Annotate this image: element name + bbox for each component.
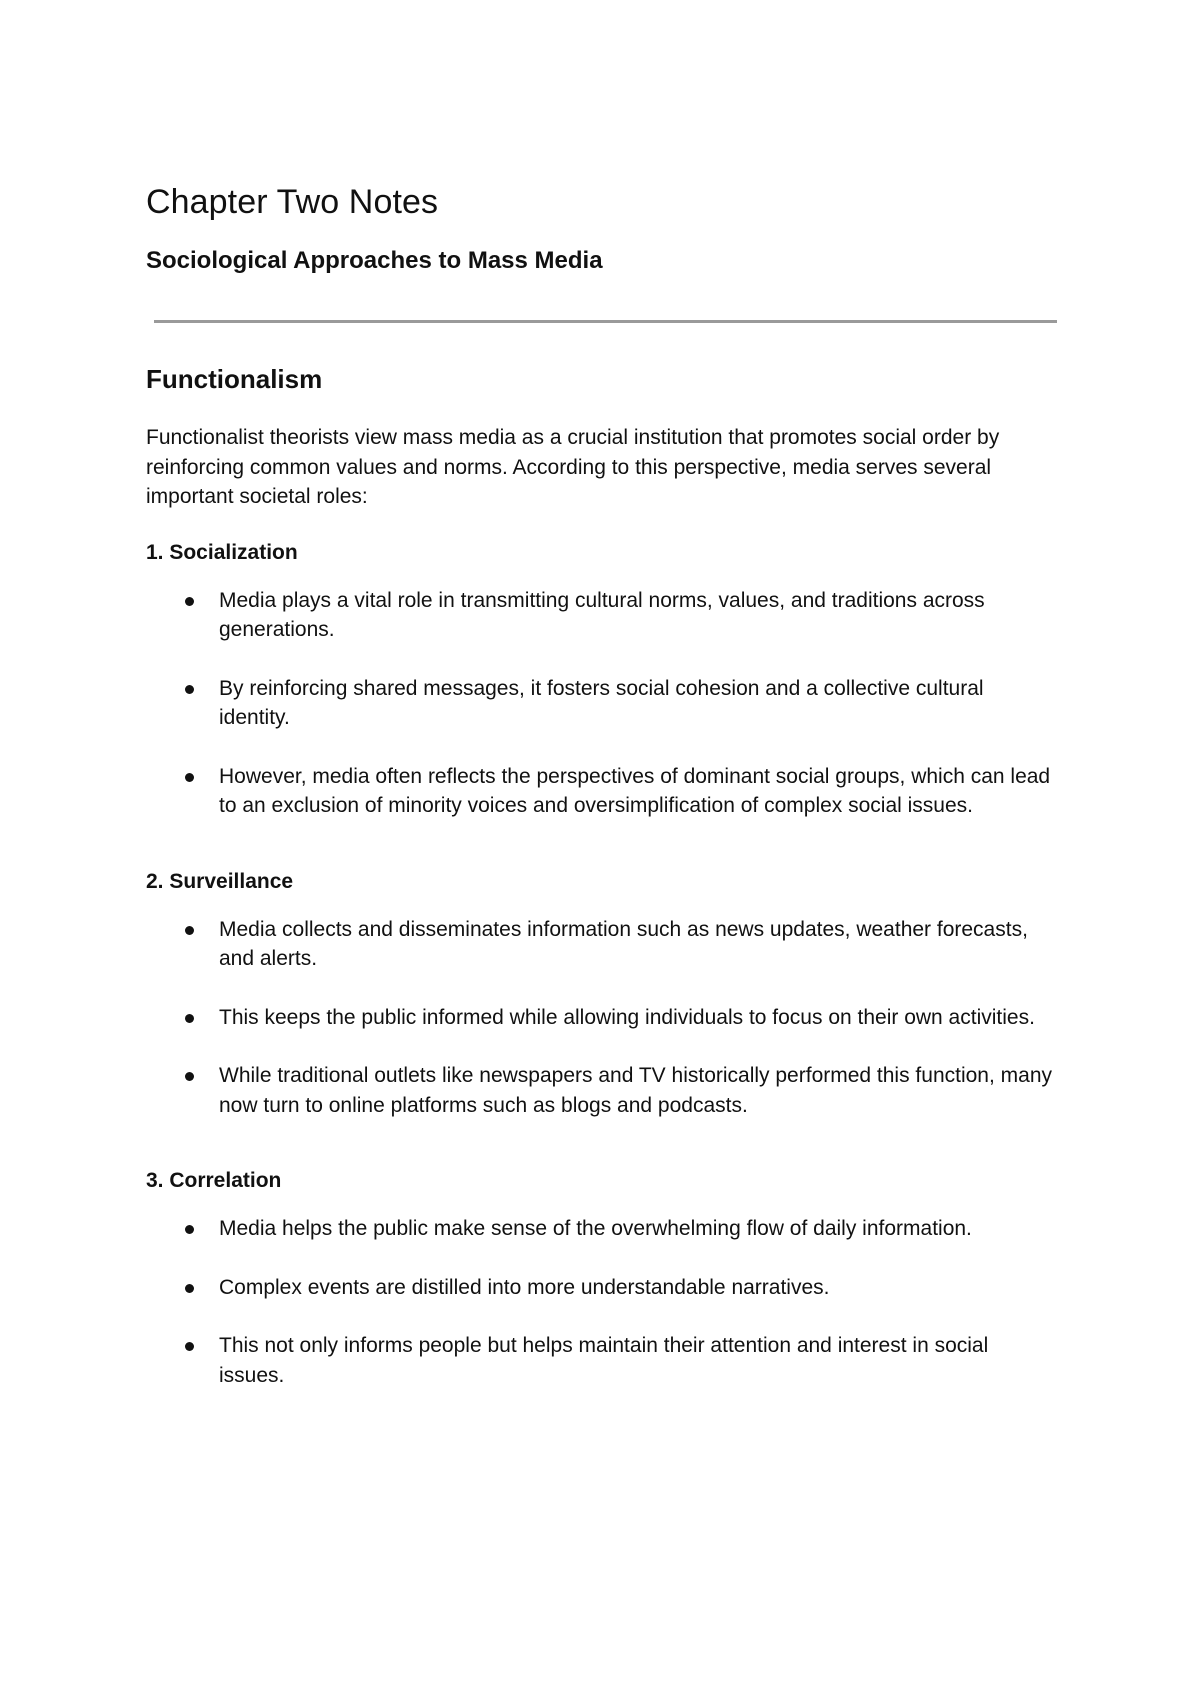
list-item-text: This not only informs people but helps maintain their attention and interest in social issues. xyxy=(219,1334,989,1387)
bullet-list-surveillance xyxy=(146,915,1056,1121)
document-content xyxy=(146,178,1056,1390)
section-heading-functionalism: Functionalism xyxy=(146,364,323,394)
bullet-list-correlation xyxy=(146,1214,1056,1390)
list-item-text: Media plays a vital role in transmitting cultural norms, values, and traditions across generations. xyxy=(219,588,985,641)
bullet-icon xyxy=(185,597,194,606)
subsection-heading-socialization: 1. Socialization xyxy=(146,540,298,564)
list-item xyxy=(146,1061,1057,1120)
bullet-icon xyxy=(185,926,194,935)
list-item-text: Media helps the public make sense of the overwhelming flow of daily information. xyxy=(219,1217,972,1240)
list-item-text: Media collects and disseminates information such as news updates, weather forecasts, and alerts. xyxy=(219,917,1028,970)
list-item-text: Complex events are distilled into more understandable narratives. xyxy=(219,1275,830,1299)
document-subtitle: Sociological Approaches to Mass Media xyxy=(146,247,603,274)
list-item xyxy=(146,674,1057,733)
list-item xyxy=(146,1214,1057,1244)
list-item xyxy=(146,762,1057,821)
list-item xyxy=(146,586,1057,645)
list-item xyxy=(146,915,1057,974)
bullet-icon xyxy=(185,1342,194,1351)
section-intro-paragraph: Functionalist theorists view mass media as a crucial institution that promotes social order by reinforcing common values and norms. According to this perspective, media serves several important societal roles: xyxy=(146,426,1000,508)
list-item xyxy=(146,1331,1057,1390)
bullet-icon xyxy=(185,1284,194,1293)
list-item-text: While traditional outlets like newspapers and TV historically performed this function, many now turn to online platforms such as blogs and podcasts. xyxy=(219,1064,1053,1117)
list-item xyxy=(146,1003,1057,1033)
bullet-icon xyxy=(185,1225,194,1234)
bullet-icon xyxy=(185,1072,194,1081)
bullet-list-socialization xyxy=(146,586,1056,821)
bullet-icon xyxy=(185,773,194,782)
list-item-text: By reinforcing shared messages, it fosters social cohesion and a collective cultural identity. xyxy=(219,676,984,729)
list-item xyxy=(146,1273,1057,1303)
list-item-text: This keeps the public informed while allowing individuals to focus on their own activities. xyxy=(219,1005,1035,1029)
document-title: Chapter Two Notes xyxy=(146,183,439,221)
bullet-icon xyxy=(185,685,194,694)
subsection-heading-correlation: 3. Correlation xyxy=(146,1169,282,1192)
bullet-icon xyxy=(185,1014,194,1023)
horizontal-divider xyxy=(154,320,1057,323)
list-item-text: However, media often reflects the perspectives of dominant social groups, which can lead to an exclusion of minority voices and oversimplification of complex social issues. xyxy=(219,764,1051,817)
subsection-heading-surveillance: 2. Surveillance xyxy=(146,869,294,893)
